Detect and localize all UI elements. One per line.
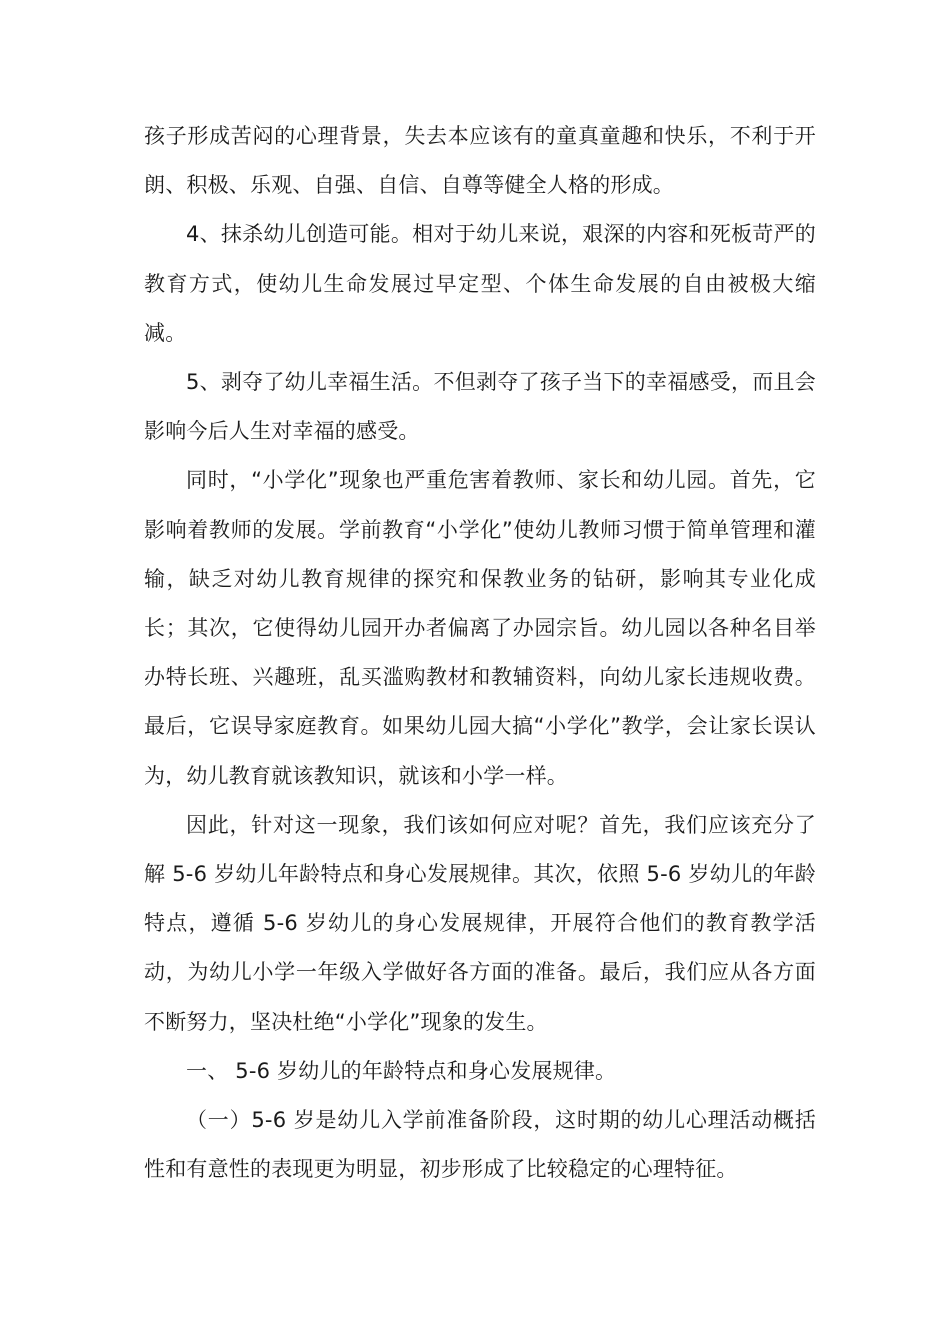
document-body — [144, 112, 816, 1194]
section-heading: 一、 5-6 岁幼儿的年龄特点和身心发展规律。 — [186, 1058, 617, 1083]
paragraph-7: （一）5-6 岁是幼儿入学前准备阶段，这时期的幼儿心理活动概括性和有意性的表现更为明显，初步形成了比较稳定的心理特征。 — [144, 1108, 816, 1182]
paragraph-3: 5、剥夺了幼儿幸福生活。不但剥夺了孩子当下的幸福感受，而且会影响今后人生对幸福的感受。 — [144, 370, 816, 444]
paragraph-4: 同时，“小学化”现象也严重危害着教师、家长和幼儿园。首先，它影响着教师的发展。学前教育“小学化”使幼儿教师习惯于简单管理和灌输，缺乏对幼儿教育规律的探究和保教业务的钻研，影响其专业化成长；其次，它使得幼儿园开办者偏离了办园宗旨。幼儿园以各种名目举办特长班、兴趣班，乱买滥购教材和教辅资料，向幼儿家长违规收费。最后，它误导家庭教育。如果幼儿园大搞“小学化”教学，会让家长误认为，幼儿教育就该教知识，就该和小学一样。 — [144, 468, 816, 788]
paragraph-1: 孩子形成苦闷的心理背景，失去本应该有的童真童趣和快乐，不利于开朗、积极、乐观、自强、自信、自尊等健全人格的形成。 — [144, 124, 816, 198]
paragraph-5: 因此，针对这一现象，我们该如何应对呢？首先，我们应该充分了解 5-6 岁幼儿年龄特点和身心发展规律。其次，依照 5-6 岁幼儿的年龄特点，遵循 5-6 岁幼儿的身心发展规律，开展符合他们的教育教学活动，为幼儿小学一年级入学做好各方面的准备。最后，我们应从各方面不断努力，坚决杜绝“小学化”现象的发生。 — [144, 812, 816, 1034]
paragraph-2: 4、抹杀幼儿创造可能。相对于幼儿来说，艰深的内容和死板苛严的教育方式，使幼儿生命发展过早定型、个体生命发展的自由被极大缩减。 — [144, 222, 816, 345]
